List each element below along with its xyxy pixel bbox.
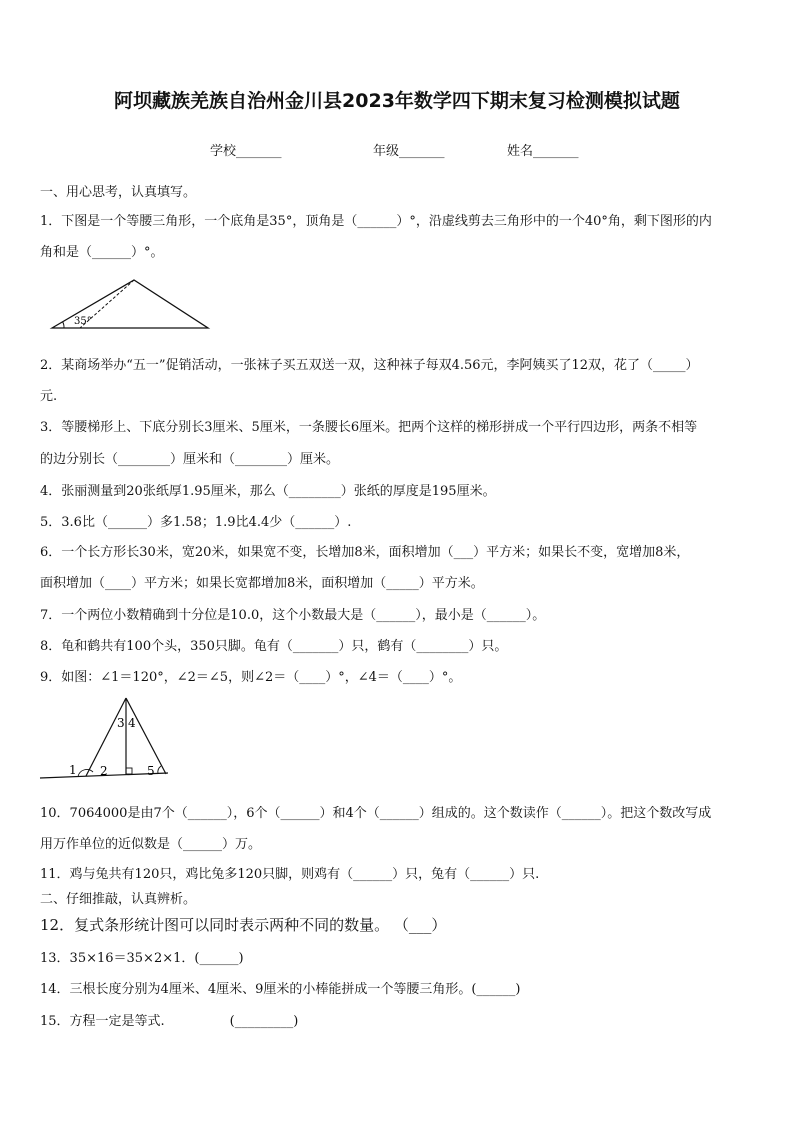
angle-3-label: 3 xyxy=(117,716,125,730)
question-7: 7．一个两位小数精确到十分位是10.0，这个小数最大是（______），最小是（______）。 xyxy=(40,608,546,623)
section-heading-2: 二、仔细推敲，认真辨析。 xyxy=(40,892,197,907)
question-2-line-1: 2．某商场举办“五一”促销活动，一张袜子买五双送一双，这种袜子每双4.56元，李阿姨买了12双，花了（_____） xyxy=(40,358,699,373)
question-6-line-2: 面积增加（____）平方米；如果长宽都增加8米，面积增加（_____）平方米。 xyxy=(40,576,484,591)
name-field[interactable]: 姓名_______ xyxy=(507,144,579,159)
question-9: 9．如图：∠1＝120°，∠2＝∠5，则∠2＝（____）°，∠4＝（____）°。 xyxy=(40,670,462,685)
question-10-line-2: 用万作单位的近似数是（______）万。 xyxy=(40,837,262,852)
isosceles-triangle-figure xyxy=(48,276,212,332)
question-1-line-2: 角和是（______）°。 xyxy=(40,245,164,260)
angle-triangle-figure xyxy=(38,694,172,780)
angle-35-label: 35° xyxy=(74,316,92,327)
angle-4-label: 4 xyxy=(128,716,136,730)
school-field[interactable]: 学校_______ xyxy=(210,144,282,159)
question-3-line-1: 3．等腰梯形上、下底分别长3厘米、5厘米，一条腰长6厘米。把两个这样的梯形拼成一个平行四边形，两条不相等 xyxy=(40,420,698,435)
question-8: 8．龟和鹤共有100个头，350只脚。龟有（_______）只，鹤有（________）只。 xyxy=(40,639,508,654)
question-2-line-2: 元. xyxy=(40,389,58,404)
grade-field[interactable]: 年级_______ xyxy=(373,144,445,159)
angle-1-label: 1 xyxy=(69,763,77,777)
question-11: 11．鸡与兔共有120只，鸡比兔多120只脚，则鸡有（______）只，兔有（______）只. xyxy=(40,867,540,882)
question-1-line-1: 1．下图是一个等腰三角形，一个底角是35°，顶角是（______）°，沿虚线剪去三角形中的一个40°角，剩下图形的内 xyxy=(40,214,712,229)
question-3-line-2: 的边分别长（________）厘米和（________）厘米。 xyxy=(40,452,340,467)
angle-5-label: 5 xyxy=(147,764,155,778)
question-5: 5．3.6比（______）多1.58；1.9比4.4少（______）. xyxy=(40,515,352,530)
question-15: 15．方程一定是等式. (_________) xyxy=(40,1014,299,1029)
page-title: 阿坝藏族羌族自治州金川县2023年数学四下期末复习检测模拟试题 xyxy=(114,90,680,112)
question-13: 13．35×16＝35×2×1．(______) xyxy=(40,951,244,966)
question-12: 12．复式条形统计图可以同时表示两种不同的数量。 （___） xyxy=(40,916,447,934)
angle-2-label: 2 xyxy=(100,764,108,778)
question-4: 4．张丽测量到20张纸厚1.95厘米，那么（________）张纸的厚度是195厘米。 xyxy=(40,484,496,499)
question-14: 14．三根长度分别为4厘米、4厘米、9厘米的小棒能拼成一个等腰三角形。(______) xyxy=(40,982,521,997)
question-6-line-1: 6．一个长方形长30米，宽20米，如果宽不变，长增加8米，面积增加（___）平方米；如果长不变，宽增加8米， xyxy=(40,545,690,560)
section-heading-1: 一、用心思考，认真填写。 xyxy=(40,185,197,200)
question-10-line-1: 10．7064000是由7个（______），6个（______）和4个（______）组成的。这个数读作（______）。把这个数改写成 xyxy=(40,806,712,821)
